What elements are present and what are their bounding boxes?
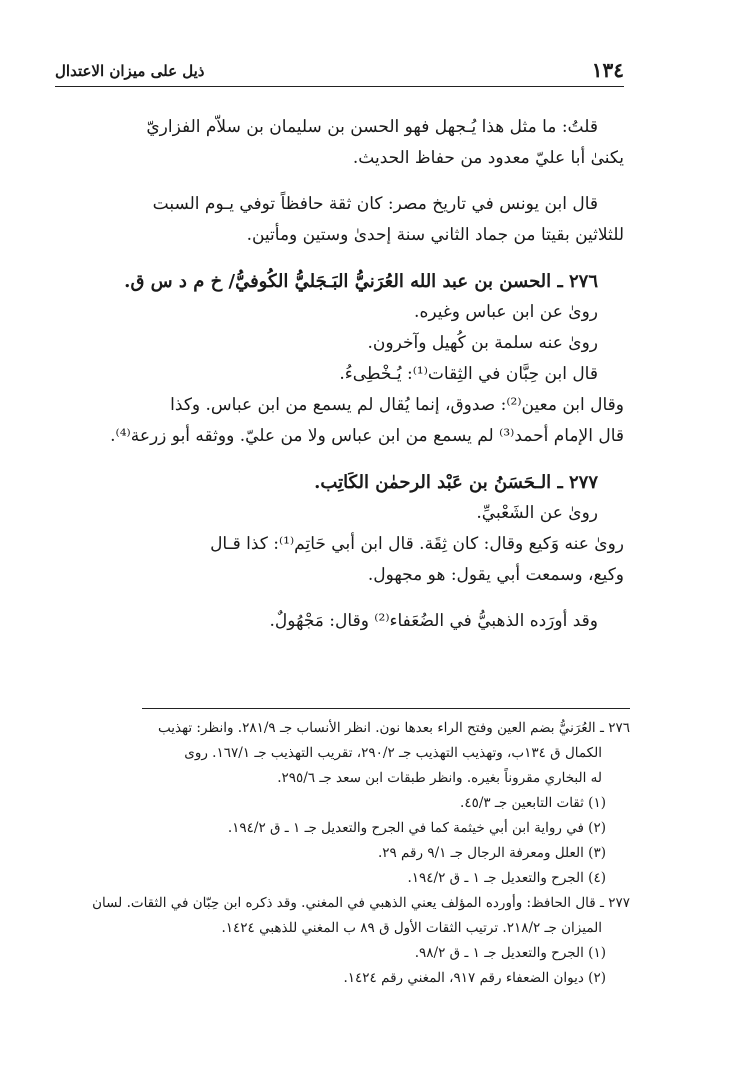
entry-heading-277: ٢٧٧ ـ الـحَسَنُ بن عَبْد الرحمٰن الكَاتِب. [314, 472, 598, 493]
entry-line: رویٰ عنه وَكيع وقال: كان ثِقَة. قال ابن أبي حَاتِم⁽¹⁾: كذا قـال [210, 534, 624, 554]
entry-line: وكيع، وسمعت أبي يقول: هو مجهول. [367, 565, 624, 585]
entry-line: رویٰ عن ابن عباس وغيره. [414, 302, 598, 322]
entry-line: وقد أورَده الذهبيُّ في الضُعَفاء⁽²⁾ وقال: مَجْهُولٌ. [269, 611, 598, 631]
entry-line: قال الإمام أحمد⁽³⁾ لم يسمع من ابن عباس ولا من عليّ. ووثقه أبو زرعة⁽⁴⁾. [110, 426, 624, 446]
page-header [55, 56, 624, 87]
paragraph-line: يكنىٰ أبا عليّ معدود من حفاظ الحديث. [352, 148, 624, 168]
entry-line: وقال ابن معين⁽²⁾: صدوق، إنما يُقال لم يسمع من ابن عباس. وكذا [170, 395, 624, 415]
entry-line: رویٰ عن الشَعْبيِّ. [476, 503, 598, 523]
footnote-line: (١) ثقات التابعين جـ ٤٥/٣. [460, 795, 606, 811]
running-title: ذيل على ميزان الاعتدال [55, 62, 205, 80]
entry-line: قال ابن حِبَّان في الثِقات⁽¹⁾: يُـخْطِیءُ. [339, 364, 598, 384]
entry-heading-276: ٢٧٦ ـ الحسن بن عبد الله العُرَنيُّ البَـجَليُّ الكُوفيُّ/ خ م د س ق. [124, 271, 598, 292]
footnote-line: له البخاري مقروناً بغيره. وانظر طبقات ابن سعد جـ ٢٩٥/٦. [277, 770, 602, 786]
footnote-line: الميزان جـ ٢١٨/٢. ترتيب الثقات الأول ق ٨٩ ب المغني للذهبي ١٤٢٤. [221, 920, 602, 936]
footnote-line: (٢) ديوان الضعفاء رقم ٩١٧، المغني رقم ١٤٢٤. [343, 970, 606, 986]
page-number: ١٣٤ [591, 58, 624, 82]
footnote-line: (٤) الجرح والتعديل جـ ١ ـ ق ١٩٤/٢. [407, 870, 606, 886]
paragraph-line: قال ابن يونس في تاريخ مصر: كان ثقة حافظاً توفي يـوم السبت [152, 194, 598, 214]
footnote-divider [142, 708, 630, 709]
footnote-line: ٢٧٧ ـ قال الحافظ: وأورده المؤلف يعني الذهبي في المغني. وقد ذكره ابن حِبّان في الثقات. لسان [92, 895, 630, 911]
entry-line: رویٰ عنه سلمة بن كُهيل وآخرون. [367, 333, 598, 353]
footnote-line: (٣) العلل ومعرفة الرجال جـ ٩/١ رقم ٢٩. [377, 845, 606, 861]
footnote-line: الكمال ق ١٣٤ب، وتهذيب التهذيب جـ ٢٩٠/٢، تقريب التهذيب جـ ١٦٧/١. روى [184, 745, 602, 761]
main-text [62, 112, 624, 637]
footnote-line: (١) الجرح والتعديل جـ ١ ـ ق ٩٨/٢. [414, 945, 606, 961]
footnotes [64, 716, 630, 991]
paragraph-line: للثلاثين بقيتا من جماد الثاني سنة إحدىٰ وستين ومأتين. [246, 225, 624, 245]
footnote-line: (٢) في رواية ابن أبي خيثمة كما في الجرح والتعديل جـ ١ ـ ق ١٩٤/٢. [227, 820, 606, 836]
footnote-line: ٢٧٦ ـ العُرَنيُّ بضم العين وفتح الراء بعدها نون. انظر الأنساب جـ ٢٨١/٩. وانظر: تهذيب [158, 720, 630, 736]
paragraph-line: قلتُ: ما مثل هذا يُـجهل فهو الحسن بن سليمان بن سلاّم الفزاريّ [146, 117, 598, 137]
